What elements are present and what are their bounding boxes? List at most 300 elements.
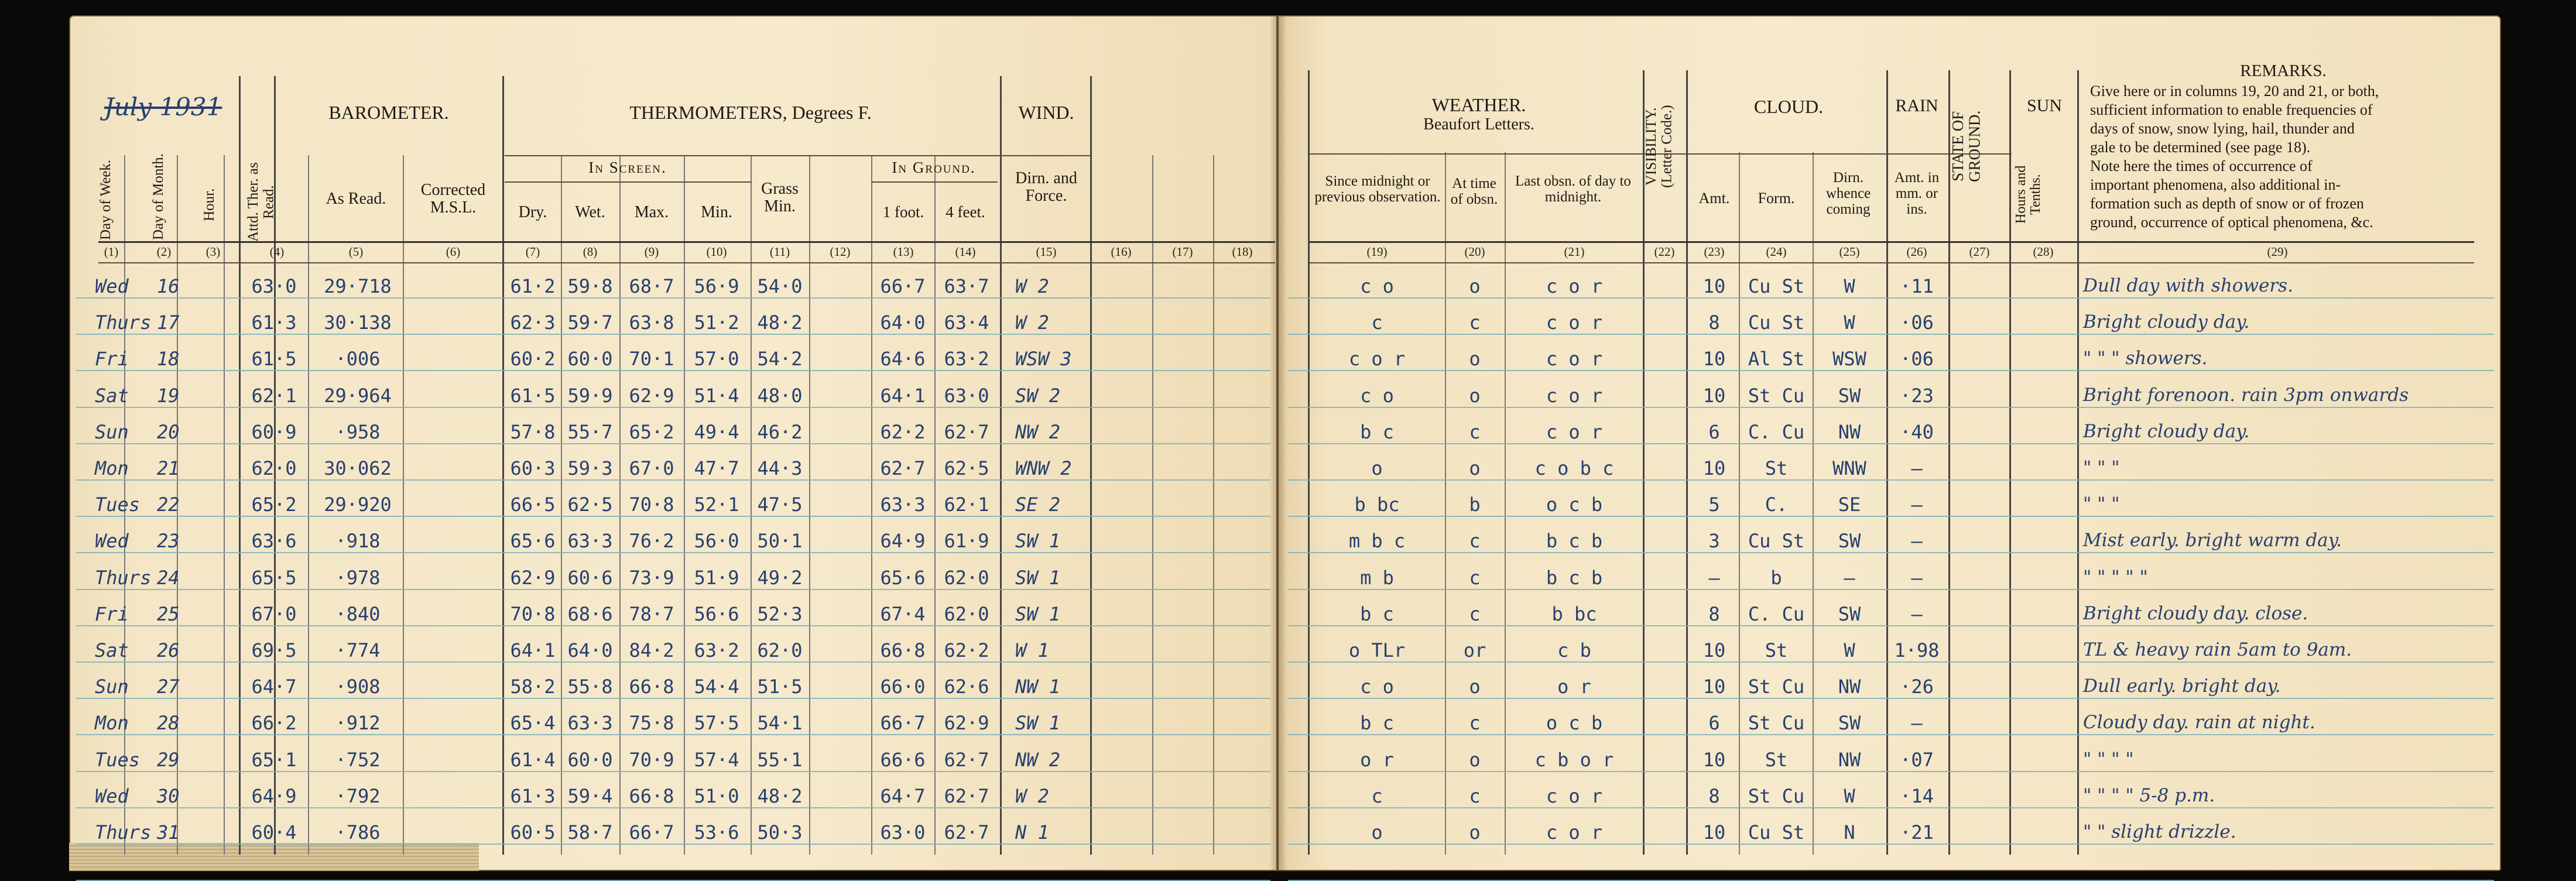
day-of-week-cell: Wed [95,784,129,807]
day-of-week-cell: Thurs [95,566,152,589]
column-divider [1000,76,1002,855]
cloud-form-cell: Al St [1748,348,1805,371]
grass-min-cell: 54·2 [757,348,803,371]
cloud-direction-cell: W [1844,275,1855,297]
soil-4ft-cell: 62·0 [944,566,989,589]
cloud-form-cell: Cu St [1748,311,1805,334]
weather-since-midnight-cell: c o [1360,384,1394,407]
wet-bulb-cell: 60·0 [567,348,613,371]
grass-min-cell: 49·2 [757,566,803,589]
soil-1ft-cell: 63·3 [880,493,926,516]
rain-heading: RAIN [1895,96,1938,115]
cloud-dirn-heading: Dirn. whence coming [1825,170,1871,217]
one-foot-heading: 1 foot. [882,203,924,221]
weather-at-obs-cell: o [1469,275,1481,297]
wind-cell: NW 2 [1015,748,1061,771]
soil-4ft-cell: 63·4 [944,311,989,334]
min-heading: Min. [701,203,732,221]
weather-since-midnight-cell: c [1371,311,1383,334]
barometer-reading-cell: ·918 [335,530,381,553]
day-of-week-cell: Sat [95,639,129,661]
weather-last-obs-cell: c b [1557,639,1591,661]
dry-bulb-cell: 64·1 [510,639,556,661]
four-feet-heading: 4 feet. [946,203,985,221]
day-of-month-cell: 18 [157,348,180,371]
column-divider [1686,70,1688,855]
as-read-heading: As Read. [326,190,386,208]
soil-1ft-cell: 64·6 [880,348,926,371]
cloud-form-cell: St Cu [1748,384,1805,407]
last-obsn-heading: Last obsn. of day to midnight. [1515,173,1631,205]
max-temp-cell: 76·2 [629,530,674,553]
barometer-reading-cell: ·792 [335,784,381,807]
max-temp-cell: 70·9 [629,748,674,771]
cloud-direction-cell: SW [1838,602,1861,625]
soil-4ft-cell: 62·7 [944,784,989,807]
grass-min-cell: 48·2 [757,311,803,334]
dry-bulb-cell: 62·9 [510,566,556,589]
weather-since-midnight-cell: b c [1360,602,1394,625]
cloud-form-cell: C. Cu [1748,420,1805,443]
min-temp-cell: 56·9 [694,275,739,297]
ruled-line [1288,807,2494,808]
weather-at-obs-cell: c [1469,784,1481,807]
cloud-form-cell: St [1765,457,1788,479]
ruled-line [1288,734,2494,735]
day-of-week-cell: Fri [95,348,129,371]
min-temp-cell: 56·0 [694,530,739,553]
weather-since-midnight-cell: b c [1360,712,1394,735]
barometer-reading-cell: 30·138 [324,311,392,334]
weather-last-obs-cell: c o r [1546,784,1603,807]
day-of-month-cell: 30 [157,784,180,807]
min-temp-cell: 49·4 [694,420,739,443]
ruled-line [76,297,1270,299]
weather-since-midnight-cell: m b c [1348,530,1406,553]
grass-min-cell: 44·3 [757,457,803,479]
dry-bulb-cell: 61·4 [510,748,556,771]
barometer-reading-cell: ·006 [335,348,381,371]
max-temp-cell: 75·8 [629,712,674,735]
weather-at-obs-cell: o [1469,821,1481,844]
ruled-line [1288,698,2494,699]
weather-last-obs-cell: o c b [1546,493,1603,516]
attached-thermometer-cell: 63·0 [251,275,297,297]
grass-min-cell: 55·1 [757,748,803,771]
column-divider [502,76,504,855]
column-number: (19) [1366,245,1388,259]
ruled-line [76,407,1270,408]
rain-amount-cell: – [1911,602,1923,625]
column-number: (21) [1564,245,1585,259]
weather-at-obs-cell: o [1469,384,1481,407]
weather-since-midnight-cell: o [1371,821,1383,844]
dry-bulb-cell: 62·3 [510,311,556,334]
column-divider [2077,70,2079,855]
wet-bulb-cell: 59·7 [567,311,613,334]
soil-4ft-cell: 62·1 [944,493,989,516]
remark-cell: Cloudy day. rain at night. [2083,712,2315,733]
column-number: (18) [1232,245,1253,259]
column-divider [809,155,810,855]
cloud-form-heading: Form. [1758,190,1795,207]
weather-at-obs-cell: c [1469,530,1481,553]
ruled-line [76,479,1270,481]
cloud-amount-cell: – [1708,566,1720,589]
column-divider [224,155,225,855]
column-divider [2009,70,2011,855]
ruled-line [1288,516,2494,517]
weather-since-midnight-cell: c o [1360,676,1394,698]
column-divider [403,155,404,855]
header-rule [871,181,998,183]
min-temp-cell: 51·4 [694,384,739,407]
cloud-form-cell: Cu St [1748,821,1805,844]
column-number: (24) [1766,245,1787,259]
weather-last-obs-cell: c o r [1546,384,1603,407]
remark-cell: Dull early. bright day. [2083,676,2281,697]
max-temp-cell: 70·1 [629,348,674,371]
column-number: (14) [955,245,976,259]
column-number: (1) [104,245,119,259]
weather-at-obs-cell: c [1469,712,1481,735]
hours-tenths-heading: Hours and Tenths. [2013,165,2044,224]
rain-amount-cell: ·06 [1900,348,1934,371]
rain-amount-cell: – [1911,457,1923,479]
weather-at-obs-cell: o [1469,676,1481,698]
grass-min-cell: 46·2 [757,420,803,443]
day-of-month-cell: 20 [157,420,180,443]
dry-bulb-cell: 60·5 [510,821,556,844]
cloud-form-cell: St [1765,639,1788,661]
cloud-amount-cell: 8 [1708,602,1720,625]
remark-cell: Bright cloudy day. [2083,311,2250,333]
day-of-month-cell: 27 [157,676,180,698]
soil-4ft-cell: 61·9 [944,530,989,553]
wind-cell: W 1 [1015,639,1049,661]
rain-amount-cell: ·07 [1900,748,1934,771]
cloud-amount-cell: 5 [1708,493,1720,516]
rain-amount-cell: ·14 [1900,784,1934,807]
day-of-month-cell: 26 [157,639,180,661]
column-number: (13) [893,245,914,259]
wet-bulb-cell: 59·3 [567,457,613,479]
cloud-amount-cell: 6 [1708,712,1720,735]
cloud-amount-cell: 10 [1703,639,1726,661]
barometer-reading-cell: ·774 [335,639,381,661]
weather-since-midnight-cell: b bc [1354,493,1400,516]
max-temp-cell: 70·8 [629,493,674,516]
weather-at-obs-cell: o [1469,457,1481,479]
cloud-form-cell: St Cu [1748,676,1805,698]
cloud-amount-cell: 10 [1703,748,1726,771]
remark-cell: Mist early. bright warm day. [2083,530,2342,551]
ruled-line [76,661,1270,663]
rain-amount-cell: ·06 [1900,311,1934,334]
cloud-amount-cell: 10 [1703,457,1726,479]
barometer-reading-cell: 29·718 [324,275,392,297]
cloud-heading: CLOUD. [1753,96,1824,117]
day-of-week-cell: Sun [95,676,129,698]
grass-min-cell: 48·2 [757,784,803,807]
weather-since-midnight-cell: c o [1360,275,1394,297]
day-of-month-cell: 19 [157,384,180,407]
wet-bulb-cell: 55·8 [567,676,613,698]
cloud-amount-cell: 10 [1703,821,1726,844]
day-of-week-cell: Fri [95,602,129,625]
column-divider [1090,76,1092,855]
cloud-form-cell: St [1765,748,1788,771]
day-of-month-cell: 24 [157,566,180,589]
remark-cell: " " " showers. [2083,348,2208,369]
rain-amount-cell: 1·98 [1894,639,1940,661]
remarks-instruction-line: Give here or in columns 19, 20 and 21, or both, [2090,83,2379,100]
cloud-form-cell: C. [1765,493,1788,516]
day-of-week-cell: Wed [95,275,129,297]
ruled-line [76,698,1270,699]
wind-cell: SW 1 [1015,566,1061,589]
attached-thermometer-cell: 65·2 [251,493,297,516]
weather-last-obs-cell: c o r [1546,821,1603,844]
grass-min-cell: 48·0 [757,384,803,407]
wind-cell: WSW 3 [1015,348,1072,371]
remarks-instructions [2090,82,2476,232]
header-rule [98,262,1275,263]
wind-cell: NW 2 [1015,420,1061,443]
column-number: (9) [644,245,659,259]
column-number: (12) [830,245,851,259]
barometer-reading-cell: ·958 [335,420,381,443]
attached-thermometer-cell: 69·5 [251,639,297,661]
grass-min-cell: 52·3 [757,602,803,625]
soil-4ft-cell: 62·0 [944,602,989,625]
remarks-instruction-line: gale to be determined (see page 18). [2090,139,2311,156]
cloud-direction-cell: NW [1838,676,1861,698]
cloud-form-cell: Cu St [1748,275,1805,297]
cloud-direction-cell: SE [1838,493,1861,516]
ruled-line [1288,771,2494,772]
remark-cell: " " " " 5-8 p.m. [2083,784,2215,806]
weather-last-obs-cell: b c b [1546,566,1603,589]
ruled-line [1288,370,2494,371]
day-of-week-cell: Thurs [95,821,152,844]
dry-bulb-cell: 61·5 [510,384,556,407]
cloud-direction-cell: W [1844,784,1855,807]
soil-4ft-cell: 63·7 [944,275,989,297]
corrected-msl-heading: Corrected M.S.L. [420,181,486,217]
header-rule [1309,241,2474,243]
max-temp-cell: 66·8 [629,676,674,698]
remarks-instruction-line: days of snow, snow lying, hail, thunder and [2090,120,2355,137]
weather-at-obs-cell: c [1469,566,1481,589]
wet-bulb-cell: 60·6 [567,566,613,589]
day-of-month-cell: 25 [157,602,180,625]
weather-since-midnight-cell: b c [1360,420,1394,443]
max-temp-cell: 66·7 [629,821,674,844]
cloud-direction-cell: – [1844,566,1855,589]
max-temp-cell: 67·0 [629,457,674,479]
wind-heading: WIND. [1018,102,1074,123]
soil-1ft-cell: 67·4 [880,602,926,625]
beaufort-heading: Beaufort Letters. [1423,115,1534,133]
attached-thermometer-cell: 65·1 [251,748,297,771]
min-temp-cell: 57·0 [694,348,739,371]
wet-bulb-cell: 63·3 [567,530,613,553]
wind-cell: SW 2 [1015,384,1061,407]
column-number: (10) [706,245,727,259]
remark-cell: " " " [2083,493,2120,515]
max-heading: Max. [634,203,669,221]
weather-last-obs-cell: o r [1557,676,1591,698]
day-of-week-cell: Tues [95,493,141,516]
ruled-line [1288,552,2494,553]
cloud-form-cell: St Cu [1748,784,1805,807]
day-of-month-cell: 17 [157,311,180,334]
visibility-heading: VISIBILITY. (Letter Code.) [1643,105,1675,188]
sun-heading: SUN [2026,96,2062,115]
ruled-line [76,807,1270,808]
min-temp-cell: 51·0 [694,784,739,807]
cloud-amount-cell: 10 [1703,275,1726,297]
cloud-form-cell: C. Cu [1748,602,1805,625]
max-temp-cell: 66·8 [629,784,674,807]
column-divider [308,155,309,855]
ruled-line [1288,844,2494,845]
wind-cell: SE 2 [1015,493,1061,516]
column-number: (15) [1036,245,1057,259]
barometer-reading-cell: ·840 [335,602,381,625]
in-ground-heading: In Ground. [892,159,976,176]
soil-1ft-cell: 63·0 [880,821,926,844]
soil-1ft-cell: 66·0 [880,676,926,698]
dry-bulb-cell: 57·8 [510,420,556,443]
dry-bulb-cell: 66·5 [510,493,556,516]
state-of-ground-heading: STATE OF GROUND. [1949,110,1984,183]
weather-last-obs-cell: c o r [1546,420,1603,443]
remark-cell: Bright cloudy day. close. [2083,602,2308,624]
dry-bulb-cell: 61·2 [510,275,556,297]
wind-cell: SW 1 [1015,602,1061,625]
column-divider [239,76,241,855]
barometer-reading-cell: ·912 [335,712,381,735]
column-number: (17) [1172,245,1193,259]
remarks-heading: REMARKS. [2240,61,2327,80]
soil-1ft-cell: 66·8 [880,639,926,661]
wind-cell: W 2 [1015,784,1049,807]
soil-4ft-cell: 62·7 [944,821,989,844]
cloud-direction-cell: NW [1838,420,1861,443]
column-divider [1152,155,1153,855]
grass-min-cell: 51·5 [757,676,803,698]
min-temp-cell: 57·5 [694,712,739,735]
column-number: (5) [348,245,364,259]
cloud-amt-heading: Amt. [1698,190,1730,207]
dry-bulb-cell: 58·2 [510,676,556,698]
column-number: (8) [583,245,598,259]
day-of-week-cell: Sat [95,384,129,407]
wet-bulb-cell: 59·9 [567,384,613,407]
wet-bulb-cell: 63·3 [567,712,613,735]
weather-at-obs-cell: or [1463,639,1486,661]
barometer-reading-cell: ·978 [335,566,381,589]
grass-min-heading: Grass Min. [761,180,799,216]
rain-amount-cell: ·26 [1900,676,1934,698]
ruled-line [1288,297,2494,299]
soil-1ft-cell: 62·2 [880,420,926,443]
dry-bulb-cell: 60·3 [510,457,556,479]
day-of-week-cell: Mon [95,457,129,479]
min-temp-cell: 51·9 [694,566,739,589]
day-of-week-cell: Thurs [95,311,152,334]
wet-bulb-cell: 59·8 [567,275,613,297]
soil-1ft-cell: 62·7 [880,457,926,479]
soil-1ft-cell: 64·0 [880,311,926,334]
soil-4ft-cell: 62·7 [944,420,989,443]
soil-1ft-cell: 66·7 [880,712,926,735]
dry-heading: Dry. [518,203,547,221]
soil-1ft-cell: 65·6 [880,566,926,589]
cloud-amount-cell: 10 [1703,384,1726,407]
remark-cell: Bright cloudy day. [2083,420,2250,442]
column-number: (3) [205,245,221,259]
wind-cell: N 1 [1015,821,1049,844]
remark-cell: " " slight drizzle. [2083,821,2236,842]
max-temp-cell: 62·9 [629,384,674,407]
day-of-month-cell: 31 [157,821,180,844]
column-divider [1213,155,1214,855]
ruled-line [76,552,1270,553]
grass-min-cell: 47·5 [757,493,803,516]
ruled-line [76,370,1270,371]
header-rule [505,181,752,183]
rain-amount-cell: – [1911,493,1923,516]
soil-4ft-cell: 62·6 [944,676,989,698]
soil-4ft-cell: 62·5 [944,457,989,479]
ruled-line [76,771,1270,772]
attached-thermometer-cell: 61·5 [251,348,297,371]
wet-heading: Wet. [575,203,605,221]
ruled-line [76,734,1270,735]
day-of-month-cell: 23 [157,530,180,553]
max-temp-cell: 63·8 [629,311,674,334]
column-number: (26) [1906,245,1927,259]
column-number: (27) [1969,245,1990,259]
soil-4ft-cell: 62·9 [944,712,989,735]
weather-last-obs-cell: b c b [1546,530,1603,553]
cloud-amount-cell: 10 [1703,348,1726,371]
attached-thermometer-cell: 62·0 [251,457,297,479]
day-of-month-cell: 29 [157,748,180,771]
cloud-direction-cell: NW [1838,748,1861,771]
column-number: (2) [156,245,172,259]
dry-bulb-cell: 70·8 [510,602,556,625]
cloud-direction-cell: SW [1838,530,1861,553]
weather-at-obs-cell: c [1469,602,1481,625]
remarks-instruction-line: formation such as depth of snow or of frozen [2090,195,2364,212]
day-of-month-cell: 22 [157,493,180,516]
rain-amount-cell: ·21 [1900,821,1934,844]
remarks-instruction-line: ground, occurrence of optical phenomena, &c. [2090,214,2373,231]
ruled-line [1288,407,2494,408]
header-rule [1309,262,2474,263]
grass-min-cell: 62·0 [757,639,803,661]
cloud-form-cell: Cu St [1748,530,1805,553]
thermometers-heading: THERMOMETERS, Degrees F. [629,102,872,123]
ruled-line [1288,589,2494,590]
min-temp-cell: 52·1 [694,493,739,516]
weather-last-obs-cell: c b o r [1534,748,1614,771]
barometer-reading-cell: ·908 [335,676,381,698]
